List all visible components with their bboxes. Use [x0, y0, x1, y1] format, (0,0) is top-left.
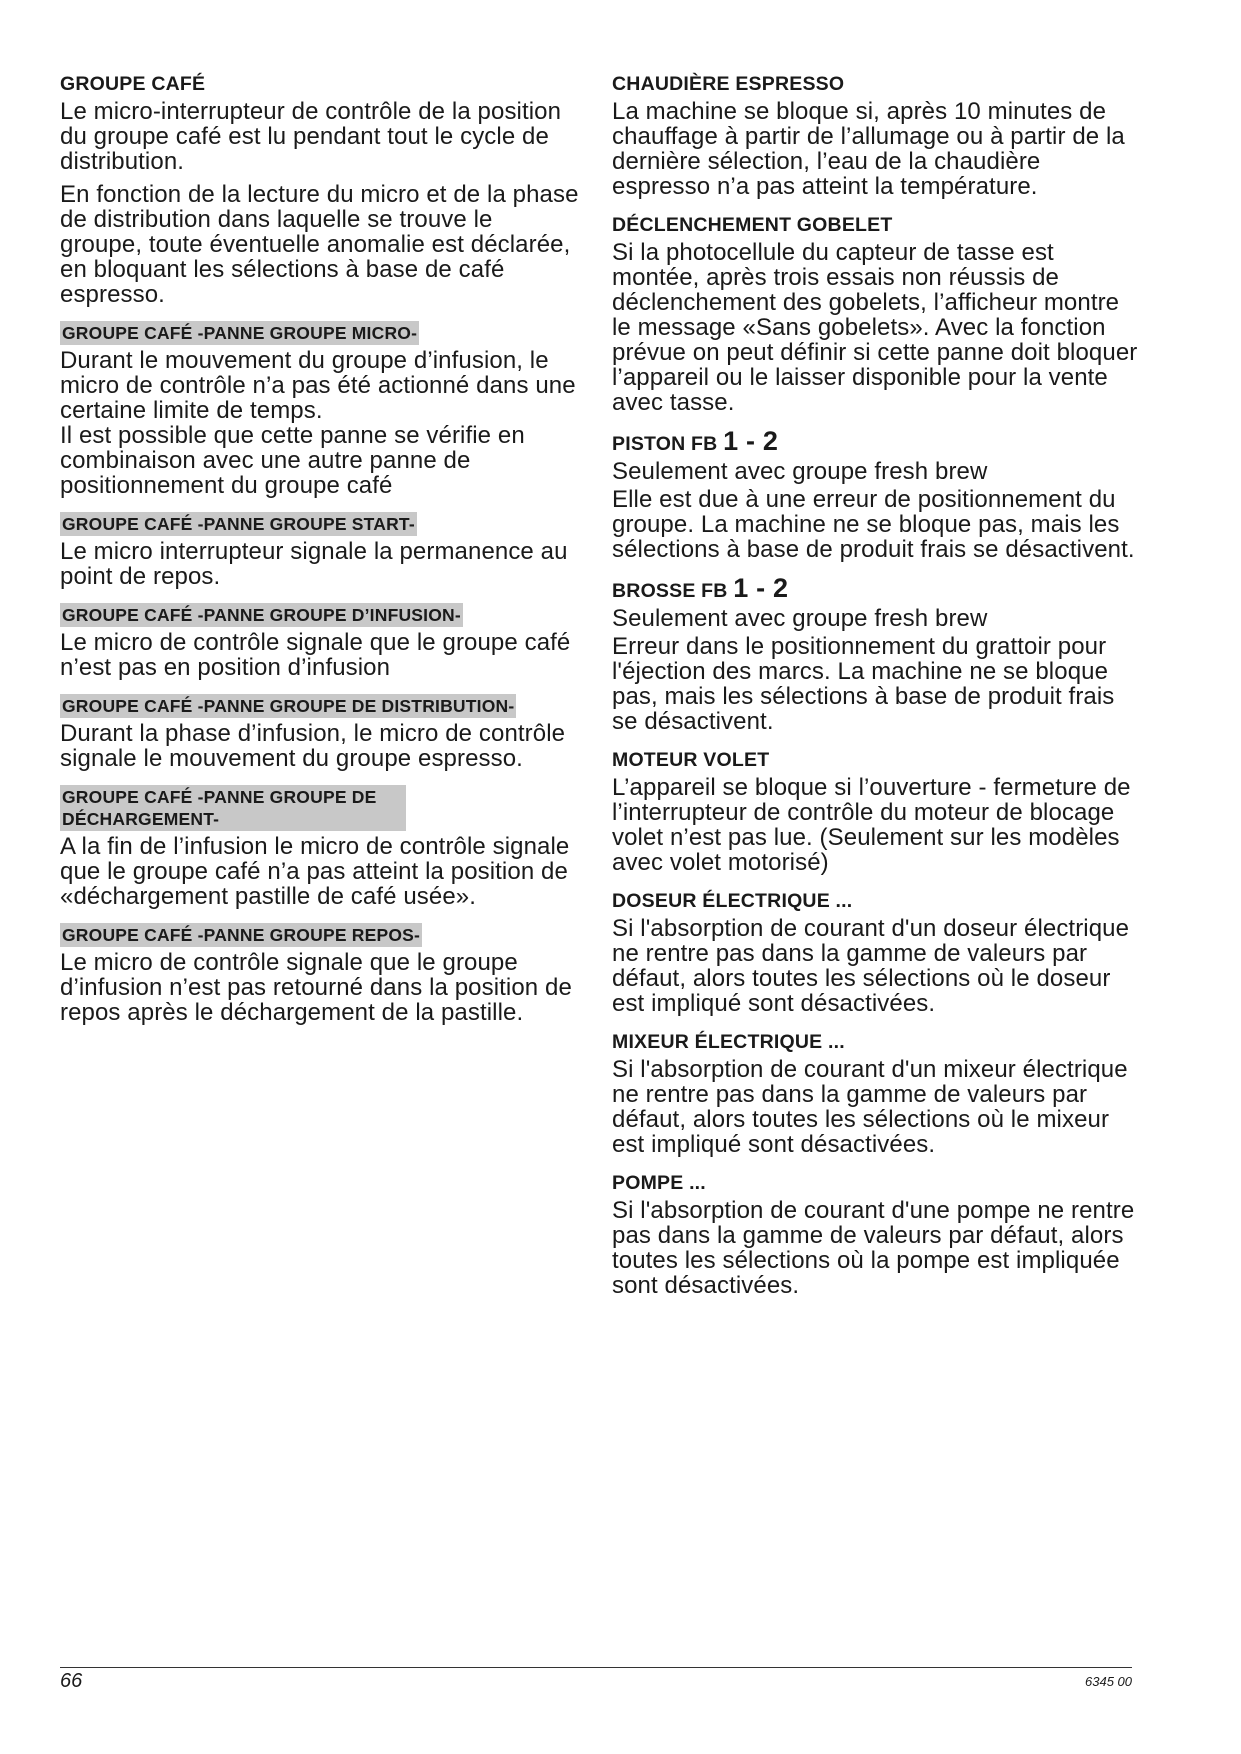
heading-number: 1 - 2 — [733, 573, 789, 603]
paragraph: Si l'absorption de courant d'un mixeur électrique ne rentre pas dans la gamme de valeurs par défaut, alors toutes les sélections où le mixeur est impliqué sont désactivées. — [612, 1056, 1128, 1158]
heading-ellipsis: ... — [689, 1172, 706, 1194]
paragraph: A la fin de l’infusion le micro de contrôle signale que le groupe café n’a pas atteint la position de «déchargement pastille de café usée». — [60, 833, 570, 910]
section-heading: MOTEUR VOLET — [612, 749, 770, 771]
section-piston-fb — [612, 426, 1140, 563]
paragraph: Seulement avec groupe fresh brew — [612, 458, 988, 485]
heading-label: POMPE — [612, 1172, 684, 1194]
heading-label: BROSSE FB — [612, 580, 728, 602]
paragraph: La machine se bloque si, après 10 minutes de chauffage à partir de l’allumage ou à partir de la dernière sélection, l’eau de la chaudière espresso n’a pas atteint la température. — [612, 98, 1125, 200]
section-heading — [612, 1171, 1140, 1195]
paragraph: L’appareil se bloque si l’ouverture - fermeture de l’interrupteur de contrôle du moteur de blocage volet n’est pas lue. (Seulement sur les modèles avec volet motorisé) — [612, 774, 1131, 876]
section-panne-repos — [60, 923, 580, 1025]
heading-ellipsis: ... — [835, 890, 853, 912]
highlighted-heading: GROUPE CAFÉ -PANNE GROUPE DE DÉCHARGEMENT- — [60, 785, 406, 831]
section-panne-distribution — [60, 694, 580, 771]
section-heading — [612, 889, 1140, 913]
paragraph: Durant la phase d’infusion, le micro de contrôle signale le mouvement du groupe espresso. — [60, 720, 566, 772]
left-column — [60, 72, 580, 1039]
section-heading: DÉCLENCHEMENT GOBELET — [612, 214, 893, 236]
section-doseur — [612, 889, 1140, 1016]
document-code: 6345 00 — [1085, 1674, 1132, 1689]
section-heading — [612, 1030, 1140, 1054]
highlighted-heading: GROUPE CAFÉ -PANNE GROUPE DE DISTRIBUTION- — [62, 696, 515, 716]
section-pompe — [612, 1171, 1140, 1298]
section-mixeur — [612, 1030, 1140, 1157]
paragraph: Erreur dans le positionnement du grattoir pour l'éjection des marcs. La machine ne se bloque pas, mais les sélections à base de produit frais se désactivent. — [612, 633, 1115, 735]
heading-number: 1 - 2 — [723, 426, 779, 456]
right-column — [612, 72, 1140, 1312]
paragraph: Si l'absorption de courant d'un doseur électrique ne rentre pas dans la gamme de valeurs par défaut, alors toutes les sélections où le doseur est impliqué sont désactivées. — [612, 915, 1130, 1017]
highlighted-heading: GROUPE CAFÉ -PANNE GROUPE START- — [62, 514, 415, 534]
section-heading: CHAUDIÈRE ESPRESSO — [612, 73, 845, 95]
highlighted-heading: GROUPE CAFÉ -PANNE GROUPE MICRO- — [62, 323, 418, 343]
paragraph: Si l'absorption de courant d'une pompe ne rentre pas dans la gamme de valeurs par défaut, alors toutes les sélections où la pompe est impliquée sont désactivées. — [612, 1197, 1135, 1299]
heading-label: DOSEUR ÉLECTRIQUE — [612, 890, 830, 912]
page-number: 66 — [60, 1670, 83, 1692]
paragraph: Elle est due à une erreur de positionnement du groupe. La machine ne se bloque pas, mais les sélections à base de produit frais se désactivent. — [612, 486, 1135, 563]
paragraph: En fonction de la lecture du micro et de la phase de distribution dans laquelle se trouve le groupe, toute éventuelle anomalie est déclarée, en bloquant les sélections à base de café espresso. — [60, 181, 579, 308]
paragraph: Si la photocellule du capteur de tasse est montée, après trois essais non réussis de déclenchement des gobelets, l’afficheur montre le message «Sans gobelets». Avec la fonction prévue on peut définir si cette panne doit bloquer l’appareil ou le laisser disponible pour la vente avec tasse. — [612, 239, 1138, 416]
paragraph: Seulement avec groupe fresh brew — [612, 605, 988, 632]
section-heading: GROUPE CAFÉ — [60, 73, 206, 95]
section-panne-start — [60, 512, 580, 589]
paragraph: Il est possible que cette panne se vérifie en combinaison avec une autre panne de positionnement du groupe café — [60, 422, 525, 499]
section-heading — [612, 573, 1140, 603]
highlighted-heading: GROUPE CAFÉ -PANNE GROUPE D’INFUSION- — [62, 605, 461, 625]
section-brosse-fb — [612, 573, 1140, 735]
section-panne-infusion — [60, 603, 580, 680]
section-moteur-volet — [612, 748, 1140, 875]
section-heading — [612, 426, 1140, 456]
paragraph: Le micro interrupteur signale la permanence au point de repos. — [60, 538, 568, 590]
section-declenchement — [612, 213, 1140, 415]
heading-label: PISTON FB — [612, 433, 718, 455]
section-groupe-cafe — [60, 72, 580, 307]
paragraph: Le micro de contrôle signale que le groupe d’infusion n’est pas retourné dans la position de repos après le déchargement de la pastille. — [60, 949, 572, 1026]
paragraph: Le micro de contrôle signale que le groupe café n’est pas en position d’infusion — [60, 629, 571, 681]
section-panne-dechargement — [60, 785, 580, 909]
section-chaudiere — [612, 72, 1140, 199]
footer-divider — [60, 1667, 1132, 1668]
heading-label: MIXEUR ÉLECTRIQUE — [612, 1031, 823, 1053]
paragraph: Durant le mouvement du groupe d’infusion, le micro de contrôle n’a pas été actionné dans une certaine limite de temps. — [60, 347, 576, 424]
heading-ellipsis: ... — [827, 1031, 845, 1053]
highlighted-heading: GROUPE CAFÉ -PANNE GROUPE REPOS- — [62, 925, 421, 945]
section-panne-micro — [60, 321, 580, 498]
paragraph: Le micro-interrupteur de contrôle de la position du groupe café est lu pendant tout le cycle de distribution. — [60, 98, 562, 175]
